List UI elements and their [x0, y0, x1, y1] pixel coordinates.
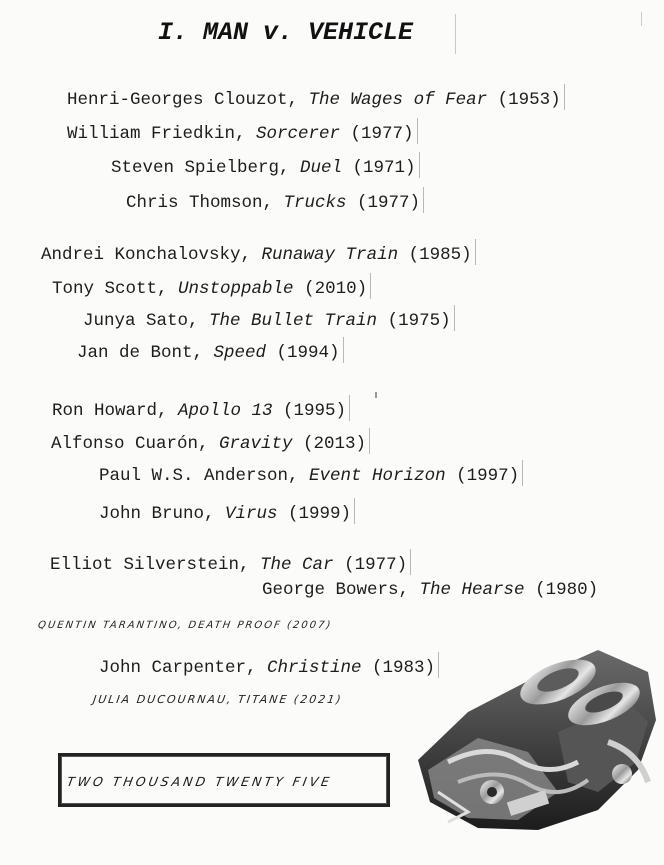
entry-scott: Tony Scott, Unstoppable (2010) [52, 273, 371, 299]
handwritten-tarantino: QUENTIN TARANTINO, DEATH PROOF (2007) [37, 620, 333, 631]
engine-image [408, 642, 660, 834]
entry-sato: Junya Sato, The Bullet Train (1975) [83, 305, 455, 331]
entry-clouzot: Henri-Georges Clouzot, The Wages of Fear (1953) [67, 84, 565, 110]
entry-thomson: Chris Thomson, Trucks (1977) [126, 187, 424, 213]
entry-bruno: John Bruno, Virus (1999) [99, 498, 355, 524]
entry-anderson: Paul W.S. Anderson, Event Horizon (1997) [99, 460, 523, 486]
entry-spielberg: Steven Spielberg, Duel (1971) [111, 152, 420, 178]
entry-cuaron: Alfonso Cuarón, Gravity (2013) [51, 428, 370, 454]
entry-howard: Ron Howard, Apollo 13 (1995) [52, 395, 350, 421]
entry-carpenter: John Carpenter, Christine (1983) [99, 652, 439, 678]
page-title: I. MAN v. VEHICLE [158, 18, 414, 47]
entry-konchalovsky: Andrei Konchalovsky, Runaway Train (1985) [41, 239, 476, 265]
year-stamp-text: TWO THOUSAND TWENTY FIVE [65, 774, 334, 789]
entry-bowers: George Bowers, The Hearse (1980) [262, 580, 599, 600]
speck [375, 392, 377, 398]
entry-friedkin: William Friedkin, Sorcerer (1977) [67, 118, 418, 144]
speck [641, 12, 642, 26]
entry-de-bont: Jan de Bont, Speed (1994) [77, 337, 344, 363]
year-stamp-box [58, 753, 390, 807]
margin-mark [455, 14, 456, 54]
entry-silverstein: Elliot Silverstein, The Car (1977) [50, 549, 411, 575]
handwritten-ducournau: JULIA DUCOURNAU, TITANE (2021) [92, 693, 344, 706]
